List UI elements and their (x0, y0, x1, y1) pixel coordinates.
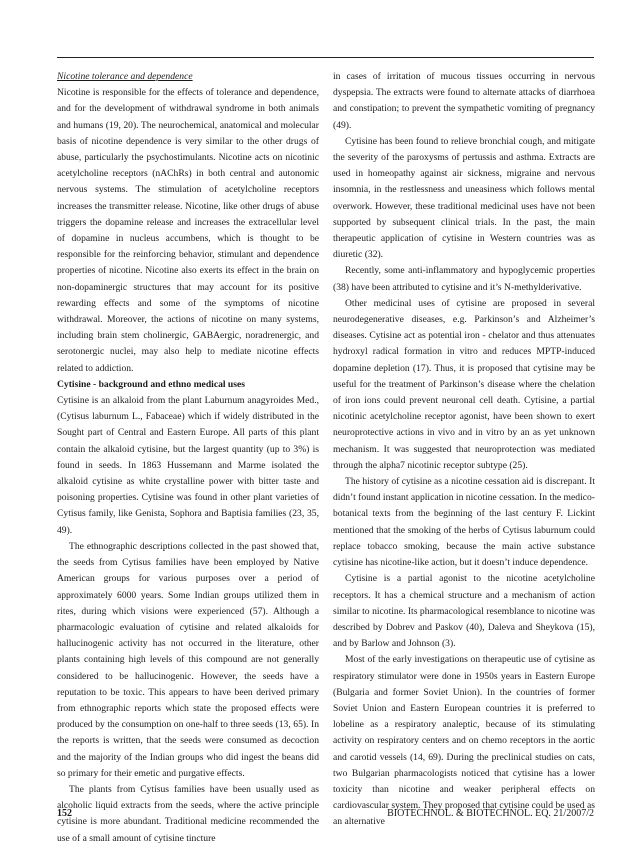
paragraph: Other medicinal uses of cytisine are proposed in several neurodegenerative diseases, e.g. Parkinson’s and Alzheimer’s diseases. Cytisine act as potential iron - chelator and thus attenuates hydroxyl radical formation in vitro and reduces MPTP-induced dopamine depletion (17). Thus, it is proposed that cytisine may be useful for the treatment of Parkinson’s disease where the chelation of iron ions could prevent neuronal cell death. Cytisine, a partial nicotinic acetylcholine receptor agonist, have been shown to exert neuroprotective actions in vivo and in vitro by an as yet unknown mechanism. It was suggested that neuroprotection was mediated through the alpha7 nicotinic receptor subtype (25). (333, 297, 595, 471)
paragraph: The history of cytisine as a nicotine cessation aid is discrepant. It didn’t found instant application in nicotine cessation. In the medico-botanical texts from the beginning of the last century F. Lickint mentioned that the smoking of the herbs of Cytisus laburnum could replace tobacco smoking, because the main active substance cytisine has nicotine-like action, but it doesn’t induce dependence. (333, 476, 595, 569)
page-footer (57, 808, 594, 819)
page-number: 152 (57, 808, 72, 819)
paragraph: Cytisine has been found to relieve bronchial cough, and mitigate the severity of the paroxysms of pertussis and asthma. Extracts are used in homeopathy against air sickness, migraine and nervous insomnia, in the restlessness and uneasiness which follows mental overwork. However, these traditional medicinal uses have not been supported by subsequent clinical trials. In the past, the main therapeutic application of cytisine in Western countries was as diuretic (32). (333, 135, 595, 261)
section-title-nicotine-tolerance: Nicotine tolerance and dependence (57, 71, 193, 82)
right-column (333, 69, 595, 831)
left-column (57, 69, 319, 847)
section-title-cytisine-background: Cytisine - background and ethno medical uses (57, 378, 245, 390)
paragraph: Most of the early investigations on therapeutic use of cytisine as respiratory stimulator were done in 1950s years in Eastern Europe (Bulgaria and former Soviet Union). In the countries of former Soviet Union and Eastern European countries it is preferred to lobeline as a respiratory analeptic, because of its stimulating activity on respiratory centers and on chemo receptors in the aortic and carotid vessels (14, 69). During the preclinical studies on cats, two Bulgarian pharmacologists noticed that cytisine has a lower toxicity than nicotine and weaker peripheral effects on cardiovascular system. They proposed that cytisine could be used as an alternative (333, 654, 595, 828)
paragraph: in cases of irritation of mucous tissues occurring in nervous dyspepsia. The extracts were found to alternate attacks of diarrhoea and constipation; to prevent the sympathetic vomiting of pregnancy (49). (333, 71, 595, 131)
paragraph: Cytisine is an alkaloid from the plant Laburnum anagyroides Med., (Cytisus laburnum L., Fabaceae) which if widely distributed in the Sought part of Central and Eastern Europe. All parts of this plant contain the alkaloid cytisine, but the largest quantity (up to 3%) is found in seeds. In 1863 Hussemann and Marme isolated the alkaloid cytisine as white crystalline power with bitter taste and poisoning properties. Cytisine was found in other plant varieties of Cytisus family, like Genista, Sophora and Baptisia families (23, 35, 49). (57, 395, 319, 536)
paragraph: Recently, some anti-inflammatory and hypoglycemic properties (38) have been attributed to cytisine and it’s N-methylderivative. (333, 265, 595, 293)
paragraph: The ethnographic descriptions collected in the past showed that, the seeds from Cytisus families have been employed by Native American groups for various purposes over a period of approximately 6000 years. Some Indian groups utilized them in rites, during which visions were experienced (57). Although a pharmacologic evaluation of cytisine and related alkaloids for hallucinogenic activity has not occurred in the literature, other plants containing high levels of this compound are not generally considered to be hallucinogenic. However, the seeds have a reputation to be toxic. This appears to have been derived primary from ethnographic reports which state the proposed effects were produced by the consumption on one-half to three seeds (13, 65). In the reports is written, that the seeds were consumed as decoction and the majority of the Indian groups who did ingest the beans did so primary for their emetic and purgative effects. (57, 540, 319, 779)
paragraph: Cytisine is a partial agonist to the nicotine acetylcholine receptors. It has a chemical structure and a mechanism of action similar to nicotine. Its pharmacological resemblance to nicotine was described by Dobrev and Paskov (40), Daleva and Sheykova (15), and by Barlow and Johnson (3). (333, 573, 595, 650)
journal-citation: BIOTECHNOL. & BIOTECHNOL. EQ. 21/2007/2 (387, 808, 594, 819)
header-rule (57, 57, 594, 58)
paragraph: The plants from Cytisus families have been usually used as alcoholic liquid extracts from the seeds, where the active principle cytisine is more abundant. Traditional medicine recommended the use of a small amount of cytisine tincture (57, 783, 319, 844)
paragraph: Nicotine is responsible for the effects of tolerance and dependence, and for the development of withdrawal syndrome in both animals and humans (19, 20). The neurochemical, anatomical and molecular basis of nicotine dependence is very similar to the other drugs of abuse, particularly the psychostimulants. Nicotine acts on nicotinic acetylcholine receptors (nAChRs) in both central and autonomic nervous systems. The stimulation of acetylcholine receptors increases the transmitter release. Nicotine, like other drugs of abuse triggers the dopamine release and increases the extracellular level of dopamine in nucleus accumbens, which is thought to be responsible for the reinforcing behavior, stimulant and dependence properties of nicotine. Nicotine also exerts its effect in the brain on non-dopaminergic structures that may account for its positive rewarding effects and some of the symptoms of nicotine withdrawal. Moreover, the actions of nicotine on many systems, including brain stem cholinergic, GABAergic, noradrenergic, and serotonergic nuclei, may also help to mediate nicotine effects related to addiction. (57, 87, 319, 374)
